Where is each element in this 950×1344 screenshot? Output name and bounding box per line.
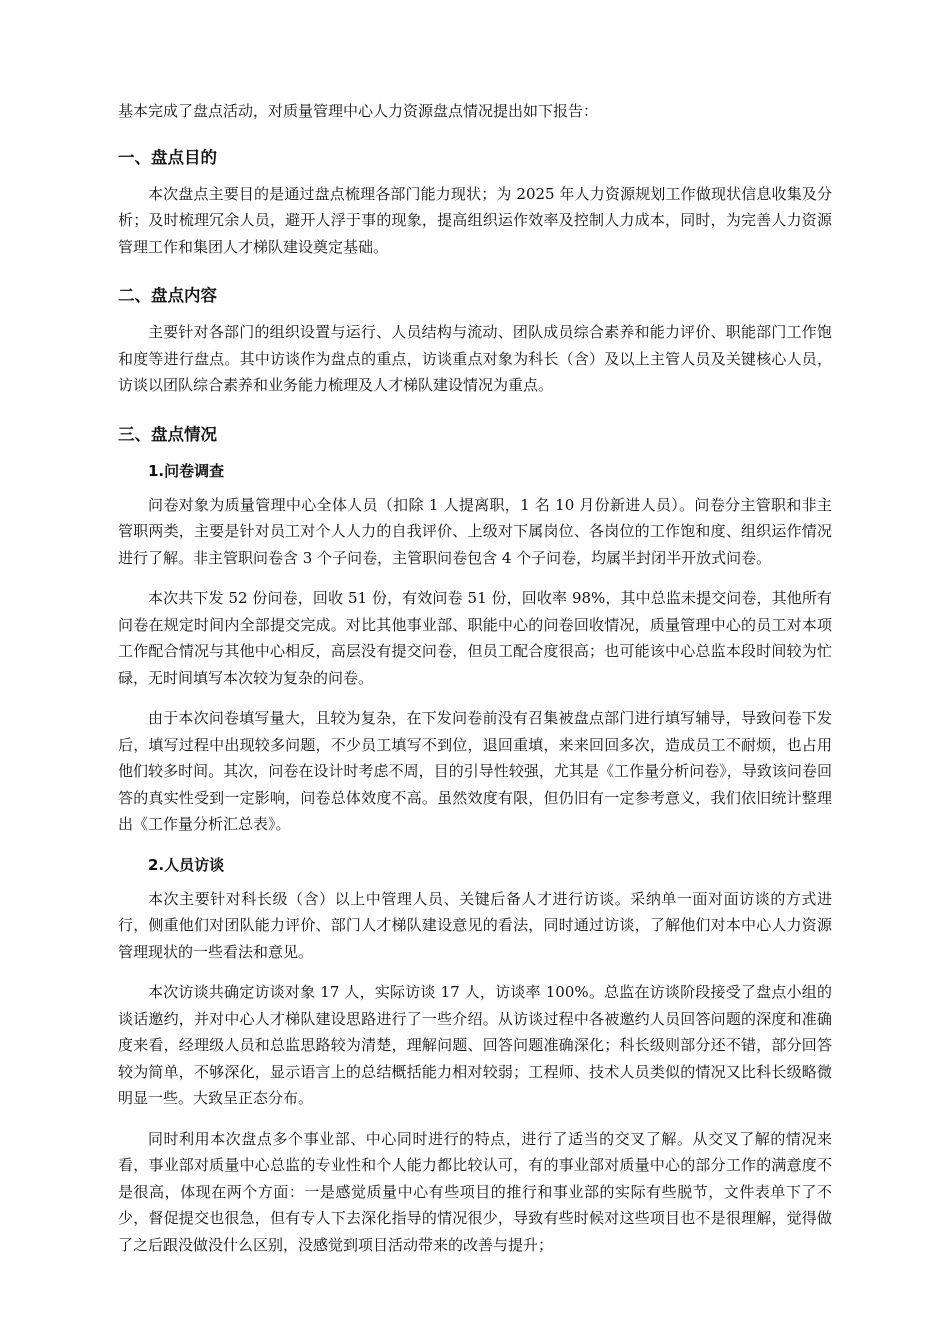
paragraph: 本次访谈共确定访谈对象 17 人，实际访谈 17 人，访谈率 100%。总监在访谈阶段接受了盘点小组的谈话邀约，并对中心人才梯队建设思路进行了一些介绍。从访谈过程中各被邀约人员回答问题的深度和准确度来看，经理级人员和总监思路较为清楚，理解问题、回答问题准确深化；科长级则部分还不错，部分回答较为简单，不够深化，显示语言上的总结概括能力相对较弱；工程师、技术人员类似的情况又比科长级略微明显一些。大致呈正态分布。 <box>118 983 832 1107</box>
paragraph: 问卷对象为质量管理中心全体人员（扣除 1 人提离职，1 名 10 月份新进人员）。问卷分主管职和非主管职两类，主要是针对员工对个人人力的自我评价、上级对下属岗位、各岗位的工作饱和度、组织运作情况进行了解。非主管职问卷含 3 个子问卷，主管职问卷包含 4 个子问卷，均属半封闭半开放式问卷。 <box>118 495 832 567</box>
section-purpose <box>118 145 832 261</box>
section-heading-purpose: 一、盘点目的 <box>118 147 217 167</box>
section-content <box>118 283 832 399</box>
paragraph: 本次共下发 52 份问卷，回收 51 份，有效问卷 51 份，回收率 98%，其中总监未提交问卷，其他所有问卷在规定时间内全部提交完成。对比其他事业部、职能中心的问卷回收情况，质量管理中心的员工对本项工作配合情况与其他中心相反，高层没有提交问卷，但员工配合度很高；也可能该中心总监本段时间较为忙碌，无时间填写本次较为复杂的问卷。 <box>118 589 832 687</box>
document-body <box>118 98 832 1258</box>
paragraph: 本次盘点主要目的是通过盘点梳理各部门能力现状；为 2025 年人力资源规划工作做现状信息收集及分析；及时梳理冗余人员，避开人浮于事的现象，提高组织运作效率及控制人力成本，同时，为完善人力资源管理工作和集团人才梯队建设奠定基础。 <box>118 184 832 256</box>
section-heading-content: 二、盘点内容 <box>118 286 217 305</box>
section-heading-status: 三、盘点情况 <box>118 424 217 444</box>
lead-paragraph: 基本完成了盘点活动，对质量管理中心人力资源盘点情况提出如下报告： <box>118 102 599 120</box>
subsection-interview <box>118 852 832 1259</box>
subsection-heading-interview: 2.人员访谈 <box>148 855 225 874</box>
paragraph: 同时利用本次盘点多个事业部、中心同时进行的特点，进行了适当的交叉了解。从交叉了解的情况来看，事业部对质量中心总监的专业性和个人能力都比较认可，有的事业部对质量中心的部分工作的满意度不是很高，体现在两个方面：一是感觉质量中心有些项目的推行和事业部的实际有些脱节，文件表单下了不少，督促提交也很急，但有专人下去深化指导的情况很少，导致有些时候对这些项目也不是很理解，觉得做了之后跟没做没什么区别，没感觉到项目活动带来的改善与提升； <box>118 1129 832 1254</box>
section-status <box>118 422 832 1259</box>
subsection-questionnaire <box>118 458 832 838</box>
paragraph: 主要针对各部门的组织设置与运行、人员结构与流动、团队成员综合素养和能力评价、职能部门工作饱和度等进行盘点。其中访谈作为盘点的重点，访谈重点对象为科长（含）及以上主管人员及关键核心人员，访谈以团队综合素养和业务能力梳理及人才梯队建设情况为重点。 <box>118 323 832 394</box>
subsection-heading-questionnaire: 1.问卷调查 <box>148 461 225 480</box>
paragraph: 由于本次问卷填写量大，且较为复杂，在下发问卷前没有召集被盘点部门进行填写辅导，导致问卷下发后，填写过程中出现较多问题，不少员工填写不到位，退回重填，来来回回多次，造成员工不耐烦，也占用他们较多时间。其次，问卷在设计时考虑不周，目的引导性较强，尤其是《工作量分析问卷》，导致该问卷回答的真实性受到一定影响，问卷总体效度不高。虽然效度有限，但仍旧有一定参考意义，我们依旧统计整理出《工作量分析汇总表》。 <box>118 709 832 833</box>
paragraph: 本次主要针对科长级（含）以上中管理人员、关键后备人才进行访谈。采纳单一面对面访谈的方式进行，侧重他们对团队能力评价、部门人才梯队建设意见的看法，同时通过访谈，了解他们对本中心人力资源管理现状的一些看法和意见。 <box>118 889 832 961</box>
